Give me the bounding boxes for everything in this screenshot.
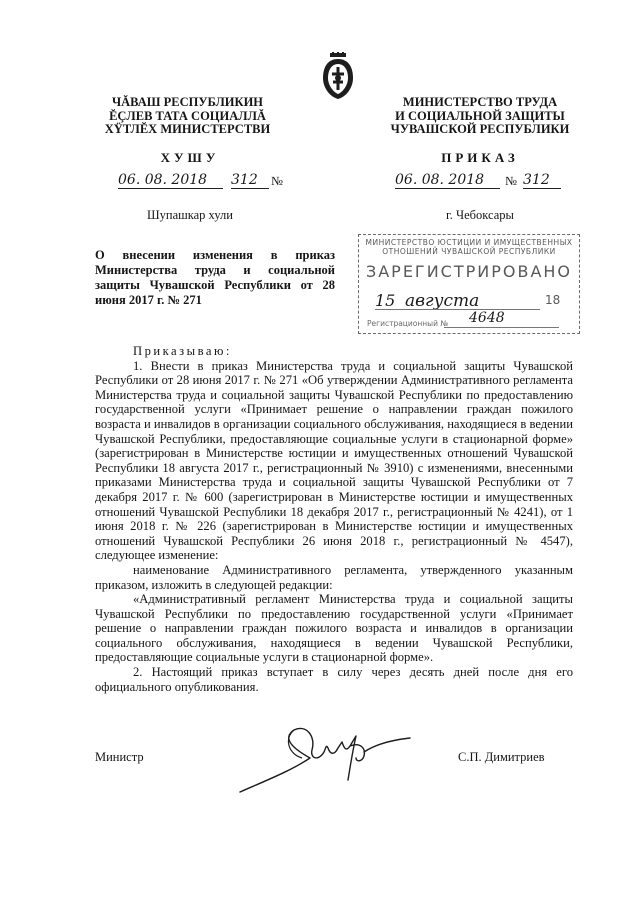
body-paragraph-1: 1. Внести в приказ Министерства труда и социальной защиты Чувашской Республики от 28 июня 2017 г. № 271 «Об утверждении Административного регламента Министерства труда и социальной защиты Чувашской Республики по предоставлению государственной услуги «Принимает решение о направлении граждан пожилого возраста и инвалидов в организации социального обслуживания, находящиеся в ведении Чувашской Республики, предоставляющие социальные услуги в стационарной форме» (зарегистрирован в Министерстве юстиции и имущественных отношений Чувашской Республики 18 августа 2017 г., регистрационный № 3910) с изменениями, внесенными приказами Министерства труда и социальной защиты Чувашской Республики от 7 декабря 2017 г. № 600 (зарегистрирован в Министерстве юстиции и имущественных отношений Чувашской Республики 18 декабря 2017 г., регистрационный № 4241), от 1 июня 2018 г. № 226 (зарегистрирован в Министерстве юстиции и имущественных отношений Чувашской Республики 26 июня 2018 г., регистрационный № 4547), следующее изменение: [95, 358, 573, 563]
stamp-line-2: ОТНОШЕНИЙ ЧУВАШСКОЙ РЕСПУБЛИКИ [382, 246, 556, 256]
right-org-line-2: И СОЦИАЛЬНОЙ ЗАЩИТЫ [395, 108, 565, 123]
left-city: Шупашкар хули [147, 208, 233, 222]
stamp-reg-label: Регистрационный № [367, 319, 449, 328]
left-number-handwritten: 312 [231, 172, 269, 189]
right-city: г. Чебоксары [446, 208, 514, 222]
stamp-status: ЗАРЕГИСТРИРОВАНО [365, 262, 573, 281]
document-subject: О внесении изменения в приказ Министерства труда и социальной защиты Чувашской Республики от 28 июня 2017 г. № 271 [95, 248, 335, 307]
right-doc-word: ПРИКАЗ [441, 150, 519, 165]
stamp-date-day: 15 [375, 291, 396, 310]
right-number-sign: № [505, 174, 517, 188]
registration-stamp [358, 234, 580, 334]
stamp-reg-number: 4648 [469, 310, 505, 326]
stamp-date-month: августа [405, 291, 480, 311]
stamp-date [375, 291, 570, 311]
body-paragraph-3: «Административный регламент Министерства труда и социальной защиты Чувашской Республики по предоставлению государственной услуги «Принимает решение о направлении граждан пожилого возраста и инвалидов в организации социального обслуживания, находящиеся в ведении Чувашской Республики, предоставляющие социальные услуги в стационарной форме». [95, 592, 573, 665]
document-body [95, 344, 573, 694]
body-paragraph-4: 2. Настоящий приказ вступает в силу через десять дней после дня его официального опубликования. [95, 665, 573, 694]
right-org-line-1: МИНИСТЕРСТВО ТРУДА [402, 95, 558, 109]
chuvash-emblem-icon [318, 52, 358, 100]
left-number-sign: № [271, 174, 283, 188]
stamp-line-1: МИНИСТЕРСТВО ЮСТИЦИИ И ИМУЩЕСТВЕННЫХ [365, 238, 573, 247]
left-org-line-2: ĔÇЛЕВ ТАТА СОЦИАЛЛĂ [109, 108, 266, 123]
body-intro: Приказываю: [133, 344, 232, 358]
stamp-date-year-suffix: 18 [545, 293, 561, 307]
left-date-line [118, 172, 293, 192]
stamp-reg-underline [444, 327, 559, 328]
right-date-line [395, 172, 570, 192]
left-doc-word: ХУШУ [160, 150, 220, 165]
right-header [385, 96, 575, 137]
signature-position: Министр [95, 750, 144, 764]
right-date-handwritten: 06. 08. 2018 [395, 172, 500, 189]
left-header [95, 96, 280, 137]
left-org-line-3: ХŸТЛĔХ МИНИСТЕРСТВИ [104, 122, 271, 136]
handwritten-signature-icon [232, 718, 422, 798]
right-org-line-3: ЧУВАШСКОЙ РЕСПУБЛИКИ [390, 122, 570, 136]
right-number-handwritten: 312 [523, 172, 561, 189]
body-paragraph-2: наименование Административного регламента, утвержденного указанным приказом, изложить в следующей редакции: [95, 562, 573, 592]
left-date-handwritten: 06. 08. 2018 [118, 172, 223, 189]
left-org-line-1: ЧĂВАШ РЕСПУБЛИКИН [111, 95, 264, 109]
signature-name: С.П. Димитриев [458, 750, 545, 764]
stamp-date-underline [375, 309, 540, 310]
